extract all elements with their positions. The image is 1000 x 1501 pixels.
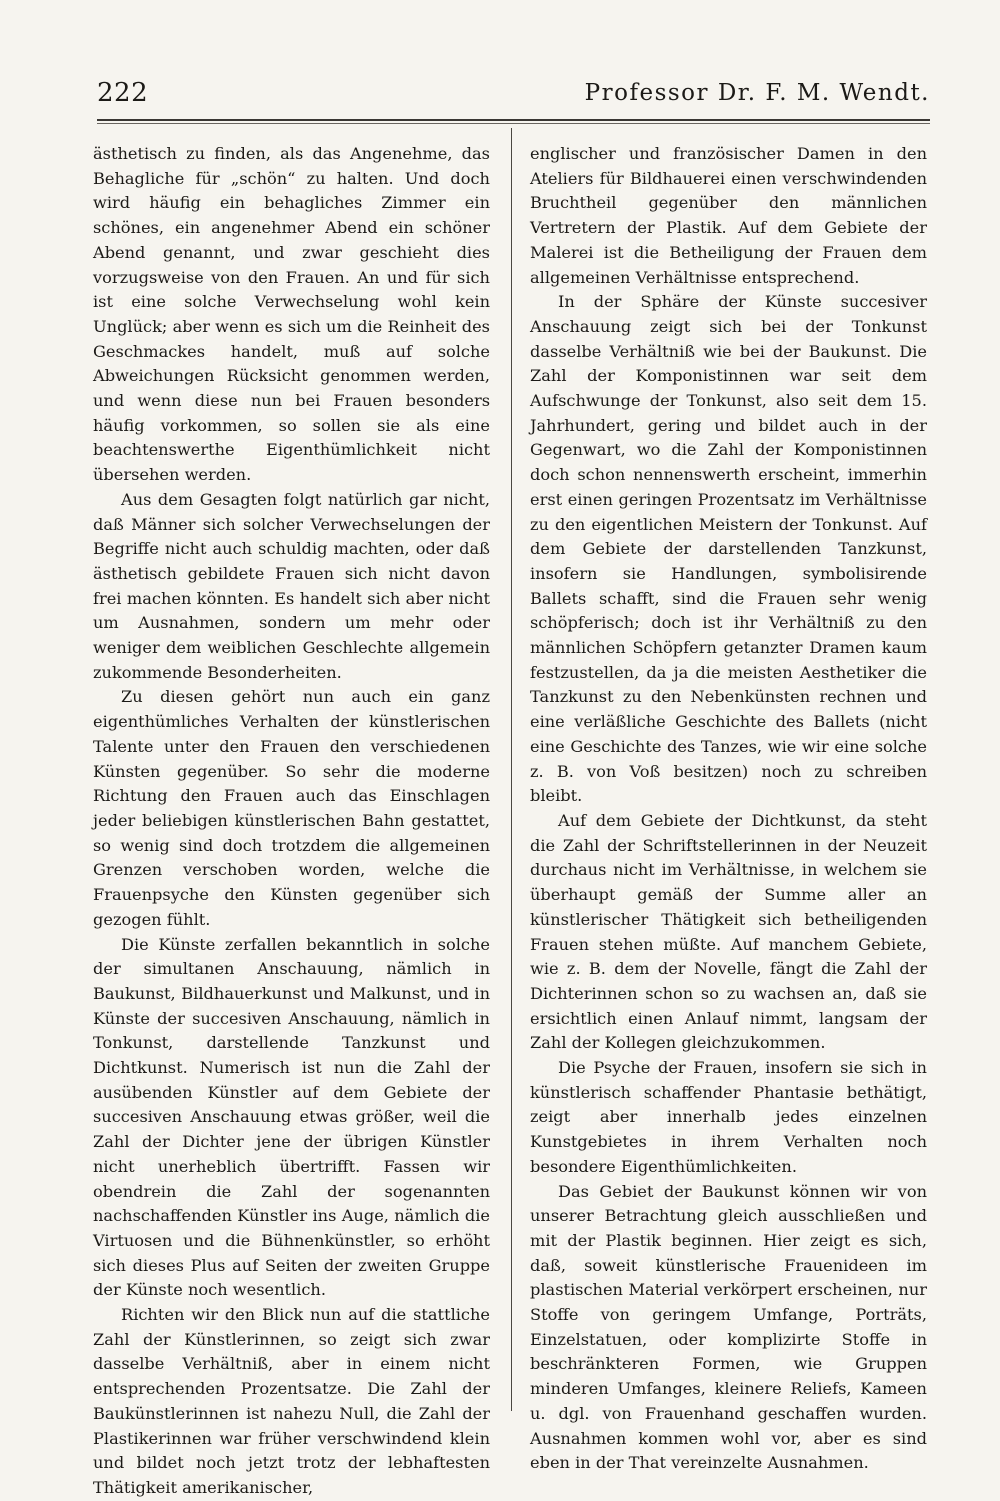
paragraph: englischer und französischer Damen in den Ateliers für Bildhauerei einen verschwindenden Bruchtheil gegenüber den männlichen Vertretern der Plastik. Auf dem Gebiete der Malerei ist die Betheiligung der Frauen dem allgemeinen Verhältnisse entsprechend.	[530, 144, 927, 287]
header-rule-thin	[97, 123, 930, 124]
paragraph: Auf dem Gebiete der Dichtkunst, da steht die Zahl der Schriftstellerinnen in der Neuzeit durchaus nicht im Verhältnisse, in welchem sie überhaupt gemäß der Summe aller an künstlerischer Thätigkeit sich betheiligenden Frauen stehen müßte. Auf manchem Gebiete, wie z. B. dem der Novelle, fängt die Zahl der Dichterinnen schon so zu wachsen an, daß sie ersichtlich einen Anlauf nimmt, langsam der Zahl der Kollegen gleichzukommen.	[530, 810, 927, 1053]
paragraph: Richten wir den Blick nun auf die stattliche Zahl der Künstlerinnen, so zeigt sich zwar dasselbe Verhältniß, aber in einem nicht entsprechenden Prozentsatze. Die Zahl der Baukünstlerinnen ist nahezu Null, die Zahl der Plastikerinnen war früher verschwindend klein und bildet noch jetzt trotz der lebhaftesten Thätigkeit amerikanischer,	[93, 1305, 490, 1497]
paragraph: Zu diesen gehört nun auch ein ganz eigenthümliches Verhalten der künstlerischen Talente unter den Frauen den verschiedenen Künsten gegenüber. So sehr die moderne Richtung den Frauen auch das Einschlagen jeder beliebigen künstlerischen Bahn gestattet, so wenig sind doch trotzdem die allgemeinen Grenzen verschoben worden, welche die Frauenpsyche den Künsten gegenüber sich gezogen fühlt.	[93, 687, 490, 929]
running-head: Professor Dr. F. M. Wendt.	[584, 80, 930, 106]
paragraph: Die Künste zerfallen bekanntlich in solche der simultanen Anschauung, nämlich in Baukunst, Bildhauerkunst und Malkunst, und in Künste der succesiven Anschauung, nämlich in Tonkunst, darstellende Tanzkunst und Dichtkunst. Numerisch ist nun die Zahl der ausübenden Künstler auf dem Gebiete der succesiven Anschauung etwas größer, weil die Zahl der Dichter jene der übrigen Künstler nicht unerheblich übertrifft. Fassen wir obendrein die Zahl der sogenannten nachschaffenden Künstler ins Auge, nämlich die Virtuosen und die Bühnenkünstler, so erhöht sich dieses Plus auf Seiten der zweiten Gruppe der Künste noch wesentlich.	[93, 934, 490, 1300]
page-header	[97, 78, 930, 118]
paragraph: Das Gebiet der Baukunst können wir von unserer Betrachtung gleich ausschließen und mit der Plastik beginnen. Hier zeigt es sich, daß, soweit künstlerische Frauenideen im plastischen Material verkörpert erscheinen, nur Stoffe von geringem Umfange, Porträts, Einzelstatuen, oder komplizirte Stoffe in beschränkteren Formen, wie Gruppen minderen Umfanges, kleinere Reliefs, Kameen u. dgl. von Frauenhand geschaffen wurden. Ausnahmen kommen wohl vor, aber es sind eben in der That vereinzelte Ausnahmen.	[530, 1181, 927, 1473]
paragraph: In der Sphäre der Künste succesiver Anschauung zeigt sich bei der Tonkunst dasselbe Verhältniß wie bei der Baukunst. Die Zahl der Komponistinnen war seit dem Aufschwunge der Tonkunst, also seit dem 15. Jahrhundert, gering und bildet auch in der Gegenwart, wo die Zahl der Komponistinnen doch schon nennenswerth erscheint, immerhin erst einen geringen Prozentsatz im Verhältnisse zu den eigentlichen Meistern der Tonkunst. Auf dem Gebiete der darstellenden Tanzkunst, insofern sie Handlungen, symbolisirende Ballets schafft, sind die Frauen sehr wenig schöpferisch; doch ist ihr Verhältniß zu den männlichen Schöpfern getanzter Dramen kaum festzustellen, da ja die meisten Aesthetiker die Tanzkunst zu den Nebenkünsten rechnen und eine verläßliche Geschichte des Ballets (nicht eine Geschichte des Tanzes, wie wir eine solche z. B. von Voß besitzen) noch zu schreiben bleibt.	[530, 292, 927, 806]
paragraph: ästhetisch zu finden, als das Angenehme, das Behagliche für „schön“ zu halten. Und doch wird häufig ein behagliches Zimmer ein schönes, ein angenehmer Abend ein schöner Abend genannt, und zwar geschieht dies vorzugsweise von den Frauen. An und für sich ist eine solche Verwechselung wohl kein Unglück; aber wenn es sich um die Reinheit des Geschmackes handelt, muß auf solche Abweichungen Rücksicht genommen werden, und wenn diese nun bei Frauen besonders häufig vorkommen, so sollen sie als eine beachtenswerthe Eigenthümlichkeit nicht übersehen werden.	[93, 144, 490, 485]
paragraph: Aus dem Gesagten folgt natürlich gar nicht, daß Männer sich solcher Verwechselungen der Begriffe nicht auch schuldig machten, oder daß ästhetisch gebildete Frauen sich nicht davon frei machen könnten. Es handelt sich aber nicht um Ausnahmen, sondern um mehr oder weniger dem weiblichen Geschlechte allgemein zukommende Besonderheiten.	[93, 489, 490, 682]
page-number: 222	[97, 78, 149, 108]
column-divider	[511, 128, 512, 1411]
left-column	[93, 142, 490, 1501]
paragraph: Die Psyche der Frauen, insofern sie sich in künstlerisch schaffender Phantasie bethätigt, zeigt aber innerhalb jedes einzelnen Kunstgebietes in ihrem Verhalten noch besondere Eigenthümlichkeiten.	[530, 1058, 927, 1176]
right-column	[530, 142, 927, 1476]
header-rule	[97, 119, 930, 121]
